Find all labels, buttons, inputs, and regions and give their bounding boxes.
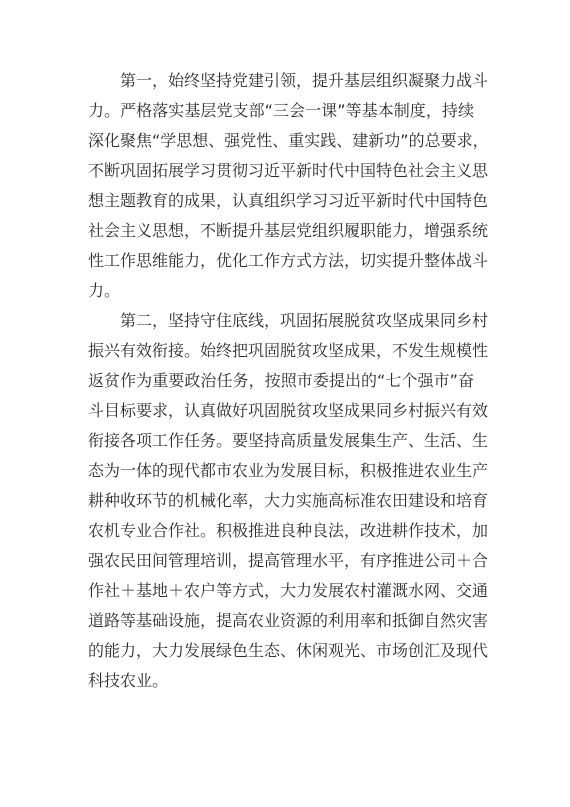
paragraph-line: 社会主义思想，不断提升基层党组织履职能力，增强系统 xyxy=(88,221,489,240)
paragraph-line: 力。严格落实基层党支部“三会一课”等基本制度，持续 xyxy=(88,101,474,120)
paragraph-line: 农机专业合作社。积极推进良种良法，改进耕作技术，加 xyxy=(88,521,489,540)
paragraph-line: 第二，坚持守住底线，巩固拓展脱贫攻坚成果同乡村 xyxy=(120,311,489,330)
paragraph-line: 不断巩固拓展学习贯彻习近平新时代中国特色社会主义思 xyxy=(88,161,489,180)
paragraph-line: 强农民田间管理培训，提高管理水平，有序推进公司＋合 xyxy=(88,551,489,570)
paragraph-line: 道路等基础设施，提高农业资源的利用率和抵御自然灾害 xyxy=(88,611,489,630)
paragraph-line: 作社＋基地＋农户等方式，大力发展农村灌溉水网、交通 xyxy=(88,581,489,600)
paragraph-line: 返贫作为重要政治任务，按照市委提出的“七个强市”奋 xyxy=(88,371,474,390)
paragraph-line: 斗目标要求，认真做好巩固脱贫攻坚成果同乡村振兴有效 xyxy=(88,401,489,420)
paragraph-line: 耕种收环节的机械化率，大力实施高标准农田建设和培育 xyxy=(88,491,489,510)
document-body xyxy=(88,66,489,696)
paragraph-line: 想主题教育的成果，认真组织学习习近平新时代中国特色 xyxy=(88,191,489,210)
paragraph-line: 性工作思维能力，优化工作方式方法，切实提升整体战斗 xyxy=(88,251,489,270)
paragraph-line: 态为一体的现代都市农业为发展目标，积极推进农业生产 xyxy=(88,461,489,480)
paragraph-line: 力。 xyxy=(88,281,121,300)
paragraph-line: 衔接各项工作任务。要坚持高质量发展集生产、生活、生 xyxy=(88,431,489,450)
paragraph-line: 的能力，大力发展绿色生态、休闲观光、市场创汇及现代 xyxy=(88,641,489,660)
paragraph-line: 第一，始终坚持党建引领，提升基层组织凝聚力战斗 xyxy=(120,71,489,90)
paragraph-1 xyxy=(88,66,489,306)
paragraph-line: 振兴有效衔接。始终把巩固脱贫攻坚成果，不发生规模性 xyxy=(88,341,489,360)
paragraph-line: 深化聚焦“学思想、强党性、重实践、建新功”的总要求， xyxy=(88,131,489,150)
paragraph-2 xyxy=(88,306,489,696)
paragraph-line: 科技农业。 xyxy=(88,671,169,690)
